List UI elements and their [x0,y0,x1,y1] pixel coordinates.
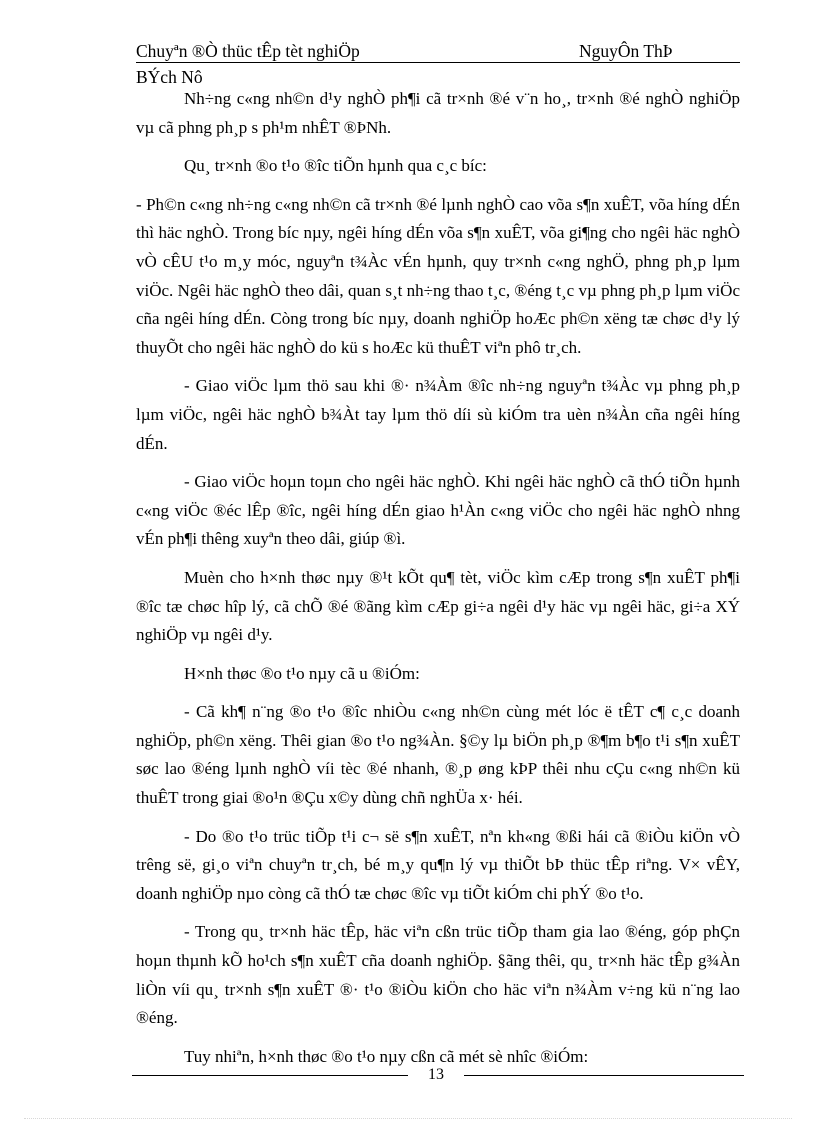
paragraph: Nh÷ng c«ng nh©n d¹y nghÒ ph¶i cã tr×nh ®é v¨n ho¸, tr×nh ®é nghÒ nghiÖp vµ cã phng ph¸p s ph¹m nhÊT ®ÞNh. [136,89,740,137]
paragraph: Tuy nhiªn, h×nh thøc ®o t¹o nµy cßn cã mét sè nhîc ®iÓm: [184,1046,589,1066]
footer-rule-right [464,1075,744,1076]
paragraph: Muèn cho h×nh thøc nµy ®¹t kÕt qu¶ tèt, viÖc kìm cÆp trong s¶n xuÊT ph¶i ®îc tæ chøc hîp lý, cã chÕ ®é ®ãng kìm cÆp gi÷a ngêi d¹y häc vµ ngêi häc, gi÷a XÝ nghiÖp vµ ngêi d¹y. [136,567,740,645]
header-topic: Chuyªn ®Ò thüc tÊp tèt nghiÖp [136,41,360,61]
page-edge-divider [24,1118,792,1119]
paragraph: - Do ®o t¹o trüc tiÕp t¹i c¬ së s¶n xuÊT, nªn kh«ng ®ßi hái cã ®iÒu kiÖn vÒ trêng së, gi¸o viªn chuyªn tr¸ch, bé m¸y qu¶n lý vµ thiÕt bÞ thüc tÊp riªng. V× vÊY, doanh nghiÖp nµo còng cã thÓ tæ chøc ®îc vµ tiÕt kiÓm chi phÝ ®o t¹o. [136,826,740,903]
header-author: NguyÔn ThÞ [579,41,673,61]
paragraph: - Ph©n c«ng nh÷ng c«ng nh©n cã tr×nh ®é lµnh nghÒ cao võa s¶n xuÊT, võa híng dÉn thì häc nghÒ. Trong bíc nµy, ngêi híng dÉn võa s¶n xuÊT, võa gi¶ng cho ngêi häc nghÒ vÒ cÊU t¹o m¸y móc, nguyªn t¾Àc vÉn hµnh, quy tr×nh c«ng nghÖ, phng ph¸p lµm viÖc. Ngêi häc nghÒ theo dâi, quan s¸t nh÷ng thao t¸c, ®éng t¸c vµ phng ph¸p lµm viÖc cña ngêi híng dÉn. Còng trong bíc nµy, doanh nghiÖp hoÆc ph©n xëng tæ chøc d¹y lý thuyÕt cho ngêi häc nghÒ do kü s hoÆc kü thuÊT viªn phô tr¸ch. [136,194,740,357]
page-header [136,38,740,90]
paragraph: - Giao viÖc hoµn toµn cho ngêi häc nghÒ. Khi ngêi häc nghÒ cã thÓ tiÕn hµnh c«ng viÖc ®éc lÊp ®îc, ngêi híng dÉn giao h¹Àn c«ng viÖc cho ngêi häc nghÒ nhng vÉn ph¶i thêng xuyªn theo dâi, giúp ®ì. [136,472,740,549]
header-author-continued: BÝch Nô [136,67,203,87]
paragraph: H×nh thøc ®o t¹o nµy cã u ®iÓm: [184,663,420,683]
page-number: 13 [428,1066,444,1083]
page-footer [132,1063,744,1087]
header-title-line [136,38,740,63]
paragraph: - Trong qu¸ tr×nh häc tÊp, häc viªn cßn trüc tiÕp tham gia lao ®éng, góp phÇn hoµn thµnh kÕ ho¹ch s¶n xuÊT cña doanh nghiÖp. §ãng thêi, qu¸ tr×nh häc tÊp g¾Àn liÒn víi qu¸ tr×nh s¶n xuÊT ®· t¹o ®iÒu kiÖn cho häc viªn n¾Àm v÷ng kü n¨ng lao ®éng. [136,922,740,1028]
paragraph: - Cã kh¶ n¨ng ®o t¹o ®îc nhiÒu c«ng nh©n cùng mét lóc ë tÊT c¶ c¸c doanh nghiÖp, ph©n xëng. Thêi gian ®o t¹o ng¾Àn. §©y lµ biÖn ph¸p ®¶m b¶o t¹i s¶n xuÊT søc lao ®éng lµnh nghÒ víi tèc ®é nhanh, ®¸p øng kÞP thêi nhu cÇu c«ng nh©n kü thuÊT trong giai ®o¹n ®Çu x©y dùng chñ nghÜa x· héi. [136,702,740,808]
footer-rule-left [132,1075,408,1076]
paragraph: Qu¸ tr×nh ®o t¹o ®îc tiÕn hµnh qua c¸c bíc: [184,156,487,176]
paragraph: - Giao viÖc lµm thö sau khi ®· n¾Àm ®îc nh÷ng nguyªn t¾Àc vµ phng ph¸p lµm viÖc, ngêi häc nghÒ b¾Àt tay lµm thö díi sù kiÓm tra uèn n¾Àn cña ngêi híng dÉn. [136,376,740,453]
document-body [136,85,740,1081]
